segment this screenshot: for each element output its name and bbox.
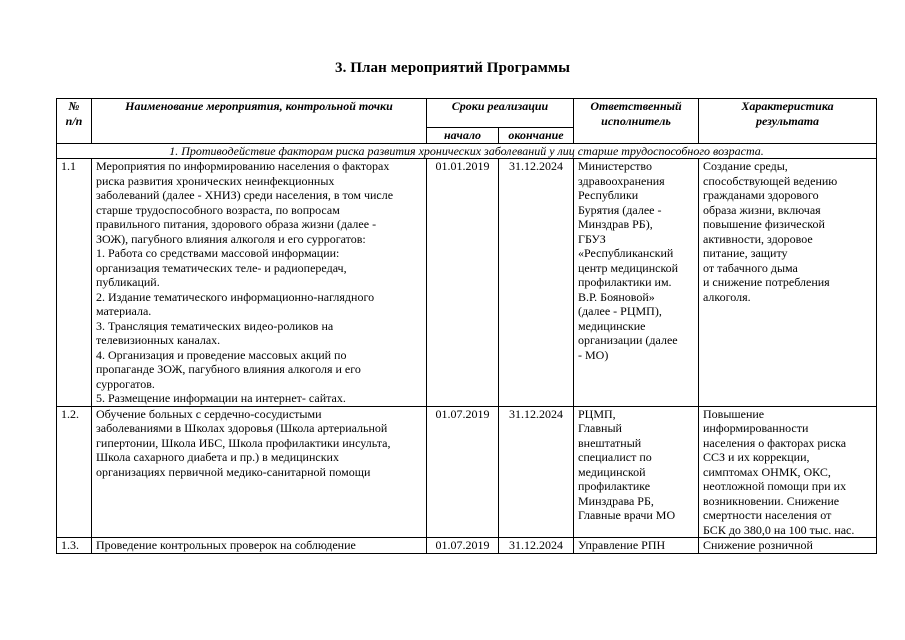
row-result: Создание среды, способствующей ведению гражданами здорового образа жизни, включая повышение физической активности, здоровое питание, защиту от табачного дыма и снижение потребления алкоголя. [699, 159, 877, 407]
table-row [57, 406, 877, 538]
row-end-date: 31.12.2024 [499, 538, 574, 554]
row-name: Проведение контрольных проверок на соблюдение [92, 538, 427, 554]
row-start-date: 01.01.2019 [427, 159, 499, 407]
header-row [57, 99, 877, 128]
row-number: 1.3. [57, 538, 92, 554]
row-end-date: 31.12.2024 [499, 159, 574, 407]
row-number: 1.2. [57, 406, 92, 538]
section-title: 1. Противодействие факторам риска развития хронических заболеваний у лиц старше трудоспособного возраста. [57, 143, 877, 159]
header-end: окончание [499, 128, 574, 144]
row-start-date: 01.07.2019 [427, 538, 499, 554]
row-name: Мероприятия по информированию населения о факторах риска развития хронических неинфекционных заболеваний (далее - ХНИЗ) среди населения, в том числе старше трудоспособного возраста, по вопросам правильного питания, здорового образа жизни (далее - ЗОЖ), пагубного влияния алкоголя и его суррогатов: 1. Работа со средствами массовой информации: организация тематических теле- и радиопередач, публикаций. 2. Издание тематического информационно-наглядного материала. 3. Трансляция тематических видео-роликов на телевизионных каналах. 4. Организация и проведение массовых акций по пропаганде ЗОЖ, пагубного влияния алкоголя и его суррогатов. 5. Размещение информации на интернет- сайтах. [92, 159, 427, 407]
header-terms: Сроки реализации [427, 99, 574, 128]
header-num: № п/п [57, 99, 92, 144]
row-responsible: Министерство здравоохранения Республики Бурятия (далее - Минздрав РБ), ГБУЗ «Республиканский центр медицинской профилактики им. В.Р. Бояновой» (далее - РЦМП), медицинские организации (далее - МО) [574, 159, 699, 407]
row-start-date: 01.07.2019 [427, 406, 499, 538]
row-result: Повышение информированности населения о факторах риска ССЗ и их коррекции, симптомах ОНМК, ОКС, неотложной помощи при их возникновении. Снижение смертности населения от БСК до 380,0 на 100 тыс. нас. [699, 406, 877, 538]
header-name: Наименование мероприятия, контрольной точки [92, 99, 427, 144]
row-name: Обучение больных с сердечно-сосудистыми заболеваниями в Школах здоровья (Школа артериальной гипертонии, Школа ИБС, Школа профилактики инсульта, Школа сахарного диабета и пр.) в медицинских организациях первичной медико-санитарной помощи [92, 406, 427, 538]
header-start: начало [427, 128, 499, 144]
header-responsible: Ответственный исполнитель [574, 99, 699, 144]
header-result: Характеристика результата [699, 99, 877, 144]
page-title: 3. План мероприятий Программы [334, 60, 571, 76]
row-number: 1.1 [57, 159, 92, 407]
row-result: Снижение розничной [699, 538, 877, 554]
row-responsible: Управление РПН [574, 538, 699, 554]
section-row [57, 143, 877, 159]
plan-table [56, 98, 877, 554]
row-responsible: РЦМП, Главный внештатный специалист по медицинской профилактике Минздрава РБ, Главные врачи МО [574, 406, 699, 538]
table-row [57, 538, 877, 554]
table-row [57, 159, 877, 407]
row-end-date: 31.12.2024 [499, 406, 574, 538]
